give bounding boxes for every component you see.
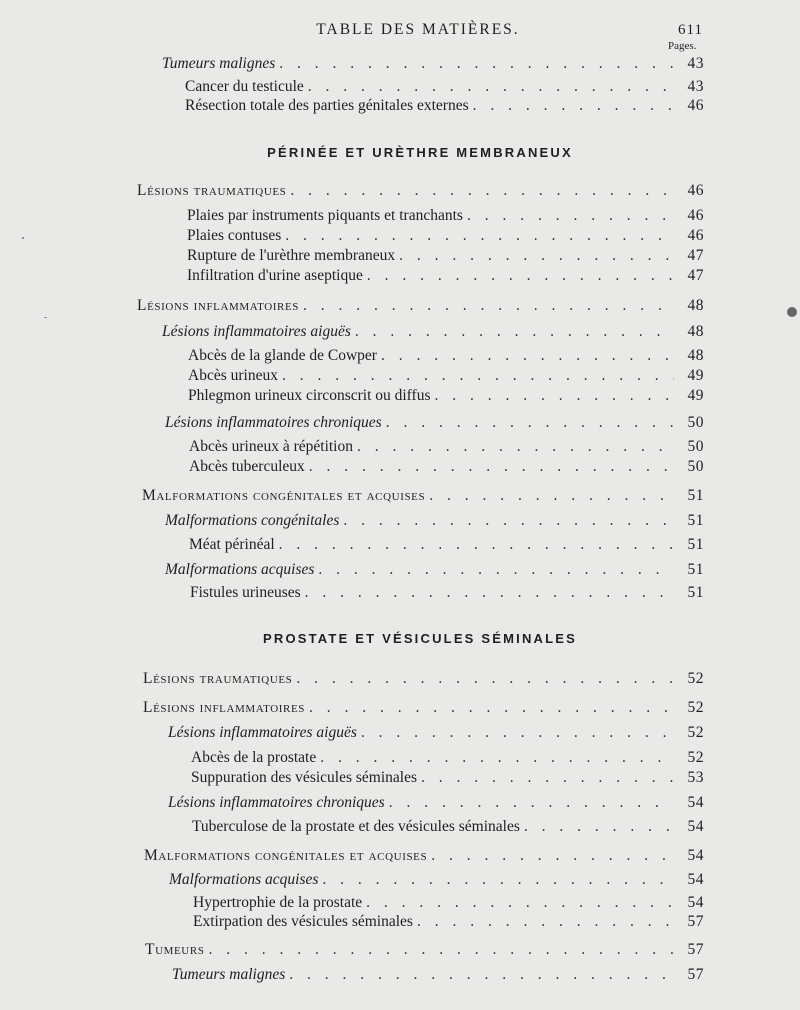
entry-page: 52 <box>687 749 704 766</box>
leader-dots <box>308 78 674 96</box>
leader-dots <box>279 536 674 554</box>
toc-entry <box>188 387 704 407</box>
toc-entry <box>165 512 704 532</box>
entry-label: Abcès tuberculeux <box>189 458 305 475</box>
entry-page: 46 <box>687 97 704 114</box>
toc-entry <box>187 207 704 227</box>
leader-dots <box>282 367 674 385</box>
entry-label: Infiltration d'urine aseptique <box>187 267 363 284</box>
entry-page: 52 <box>687 724 704 741</box>
entry-page: 57 <box>687 966 704 983</box>
toc-entry <box>168 724 704 744</box>
entry-label: Malformations congénitales et acquises <box>144 847 428 864</box>
entry-label: Tumeurs malignes <box>162 55 276 72</box>
entry-page: 51 <box>687 584 704 601</box>
entry-page: 50 <box>687 414 704 431</box>
entry-page: 46 <box>687 227 704 244</box>
toc-entry <box>185 97 704 117</box>
toc-entry <box>169 871 704 891</box>
toc-entry <box>168 794 704 814</box>
entry-label: Lésions inflammatoires <box>137 297 300 314</box>
scan-speck <box>787 307 797 317</box>
entry-page: 54 <box>687 894 704 911</box>
entry-page: 53 <box>687 769 704 786</box>
toc-entry <box>189 438 704 458</box>
entry-label: Résection totale des parties génitales externes <box>185 97 469 114</box>
entry-page: 57 <box>687 913 704 930</box>
leader-dots <box>303 297 674 315</box>
toc-entry <box>189 458 704 478</box>
leader-dots <box>357 438 674 456</box>
entry-label: Abcès de la glande de Cowper <box>188 347 377 364</box>
entry-page: 50 <box>687 458 704 475</box>
entry-page: 48 <box>687 297 704 314</box>
entry-page: 51 <box>687 487 704 504</box>
entry-page: 52 <box>687 699 704 716</box>
entry-page: 54 <box>687 871 704 888</box>
entry-label: Phlegmon urineux circonscrit ou diffus <box>188 387 431 404</box>
entry-page: 46 <box>687 207 704 224</box>
entry-label: Méat périnéal <box>189 536 275 553</box>
pages-column-label: Pages. <box>668 40 697 52</box>
entry-label: Fistules urineuses <box>190 584 301 601</box>
leader-dots <box>429 487 674 505</box>
entry-label: Malformations acquises <box>169 871 319 888</box>
entry-label: Lésions inflammatoires <box>143 699 306 716</box>
leader-dots <box>399 247 674 265</box>
entry-label: Tumeurs <box>145 941 205 958</box>
toc-entry <box>165 561 704 581</box>
entry-page: 49 <box>687 367 704 384</box>
leader-dots <box>320 749 674 767</box>
leader-dots <box>389 794 674 812</box>
toc-entry <box>143 699 704 719</box>
toc-entry <box>162 323 704 343</box>
leader-dots <box>435 387 674 405</box>
leader-dots <box>473 97 674 115</box>
leader-dots <box>318 561 674 579</box>
leader-dots <box>309 699 674 717</box>
running-title: TABLE DES MATIÈRES. <box>316 21 520 38</box>
leader-dots <box>355 323 674 341</box>
leader-dots <box>285 227 674 245</box>
section-heading: PÉRINÉE ET URÈTHRE MEMBRANEUX <box>267 145 573 160</box>
leader-dots <box>279 55 674 73</box>
scan-speck <box>22 237 24 239</box>
entry-label: Tumeurs malignes <box>172 966 286 983</box>
toc-entry <box>193 894 704 914</box>
leader-dots <box>421 769 674 787</box>
entry-label: Lésions inflammatoires aiguës <box>162 323 351 340</box>
entry-page: 43 <box>687 55 704 72</box>
leader-dots <box>209 941 674 959</box>
entry-page: 50 <box>687 438 704 455</box>
leader-dots <box>296 670 674 688</box>
entry-label: Extirpation des vésicules séminales <box>193 913 413 930</box>
toc-entry <box>193 913 704 933</box>
entry-page: 47 <box>687 247 704 264</box>
toc-entry <box>190 584 704 604</box>
entry-page: 54 <box>687 818 704 835</box>
toc-entry <box>165 414 704 434</box>
entry-page: 51 <box>687 536 704 553</box>
toc-entry <box>187 247 704 267</box>
entry-label: Abcès urineux <box>188 367 278 384</box>
leader-dots <box>367 267 674 285</box>
leader-dots <box>417 913 674 931</box>
scan-speck <box>44 317 47 318</box>
toc-entry <box>187 267 704 287</box>
toc-entry <box>188 347 704 367</box>
entry-label: Abcès urineux à répétition <box>189 438 353 455</box>
entry-label: Lésions inflammatoires chroniques <box>165 414 382 431</box>
entry-page: 51 <box>687 561 704 578</box>
entry-label: Lésions traumatiques <box>137 182 287 199</box>
entry-label: Malformations congénitales et acquises <box>142 487 426 504</box>
toc-entry <box>172 966 704 986</box>
leader-dots <box>381 347 674 365</box>
toc-entry <box>144 847 704 867</box>
toc-entry <box>191 749 704 769</box>
entry-page: 48 <box>687 323 704 340</box>
toc-entry <box>142 487 704 507</box>
entry-page: 49 <box>687 387 704 404</box>
entry-label: Tuberculose de la prostate et des vésicules séminales <box>192 818 520 835</box>
entry-page: 57 <box>687 941 704 958</box>
toc-entry <box>192 818 704 838</box>
leader-dots <box>361 724 674 742</box>
section-heading: PROSTATE ET VÉSICULES SÉMINALES <box>262 631 578 646</box>
entry-page: 54 <box>687 847 704 864</box>
entry-label: Lésions inflammatoires chroniques <box>168 794 385 811</box>
leader-dots <box>290 182 674 200</box>
leader-dots <box>322 871 674 889</box>
entry-label: Rupture de l'urèthre membraneux <box>187 247 396 264</box>
toc-entry <box>187 227 704 247</box>
entry-label: Malformations acquises <box>165 561 315 578</box>
toc-entry <box>191 769 704 789</box>
entry-page: 48 <box>687 347 704 364</box>
leader-dots <box>343 512 674 530</box>
entry-label: Lésions traumatiques <box>143 670 293 687</box>
entry-label: Plaies contuses <box>187 227 282 244</box>
toc-entry <box>189 536 704 556</box>
leader-dots <box>524 818 674 836</box>
leader-dots <box>366 894 674 912</box>
toc-entry <box>143 670 704 690</box>
entry-label: Cancer du testicule <box>185 78 304 95</box>
entry-label: Suppuration des vésicules séminales <box>191 769 417 786</box>
entry-label: Lésions inflammatoires aiguës <box>168 724 357 741</box>
toc-entry <box>185 78 704 98</box>
toc-entry <box>145 941 704 961</box>
leader-dots <box>467 207 674 225</box>
entry-page: 54 <box>687 794 704 811</box>
entry-label: Hypertrophie de la prostate <box>193 894 363 911</box>
page-number: 611 <box>678 22 703 38</box>
leader-dots <box>305 584 674 602</box>
toc-entry <box>137 297 704 317</box>
toc-entry <box>188 367 704 387</box>
entry-label: Abcès de la prostate <box>191 749 317 766</box>
leader-dots <box>309 458 674 476</box>
entry-label: Malformations congénitales <box>165 512 340 529</box>
toc-entry <box>137 182 704 202</box>
entry-page: 43 <box>687 78 704 95</box>
entry-label: Plaies par instruments piquants et tranchants <box>187 207 463 224</box>
leader-dots <box>431 847 674 865</box>
entry-page: 51 <box>687 512 704 529</box>
leader-dots <box>289 966 674 984</box>
leader-dots <box>386 414 674 432</box>
toc-entry <box>162 55 704 75</box>
entry-page: 47 <box>687 267 704 284</box>
entry-page: 46 <box>687 182 704 199</box>
entry-page: 52 <box>687 670 704 687</box>
